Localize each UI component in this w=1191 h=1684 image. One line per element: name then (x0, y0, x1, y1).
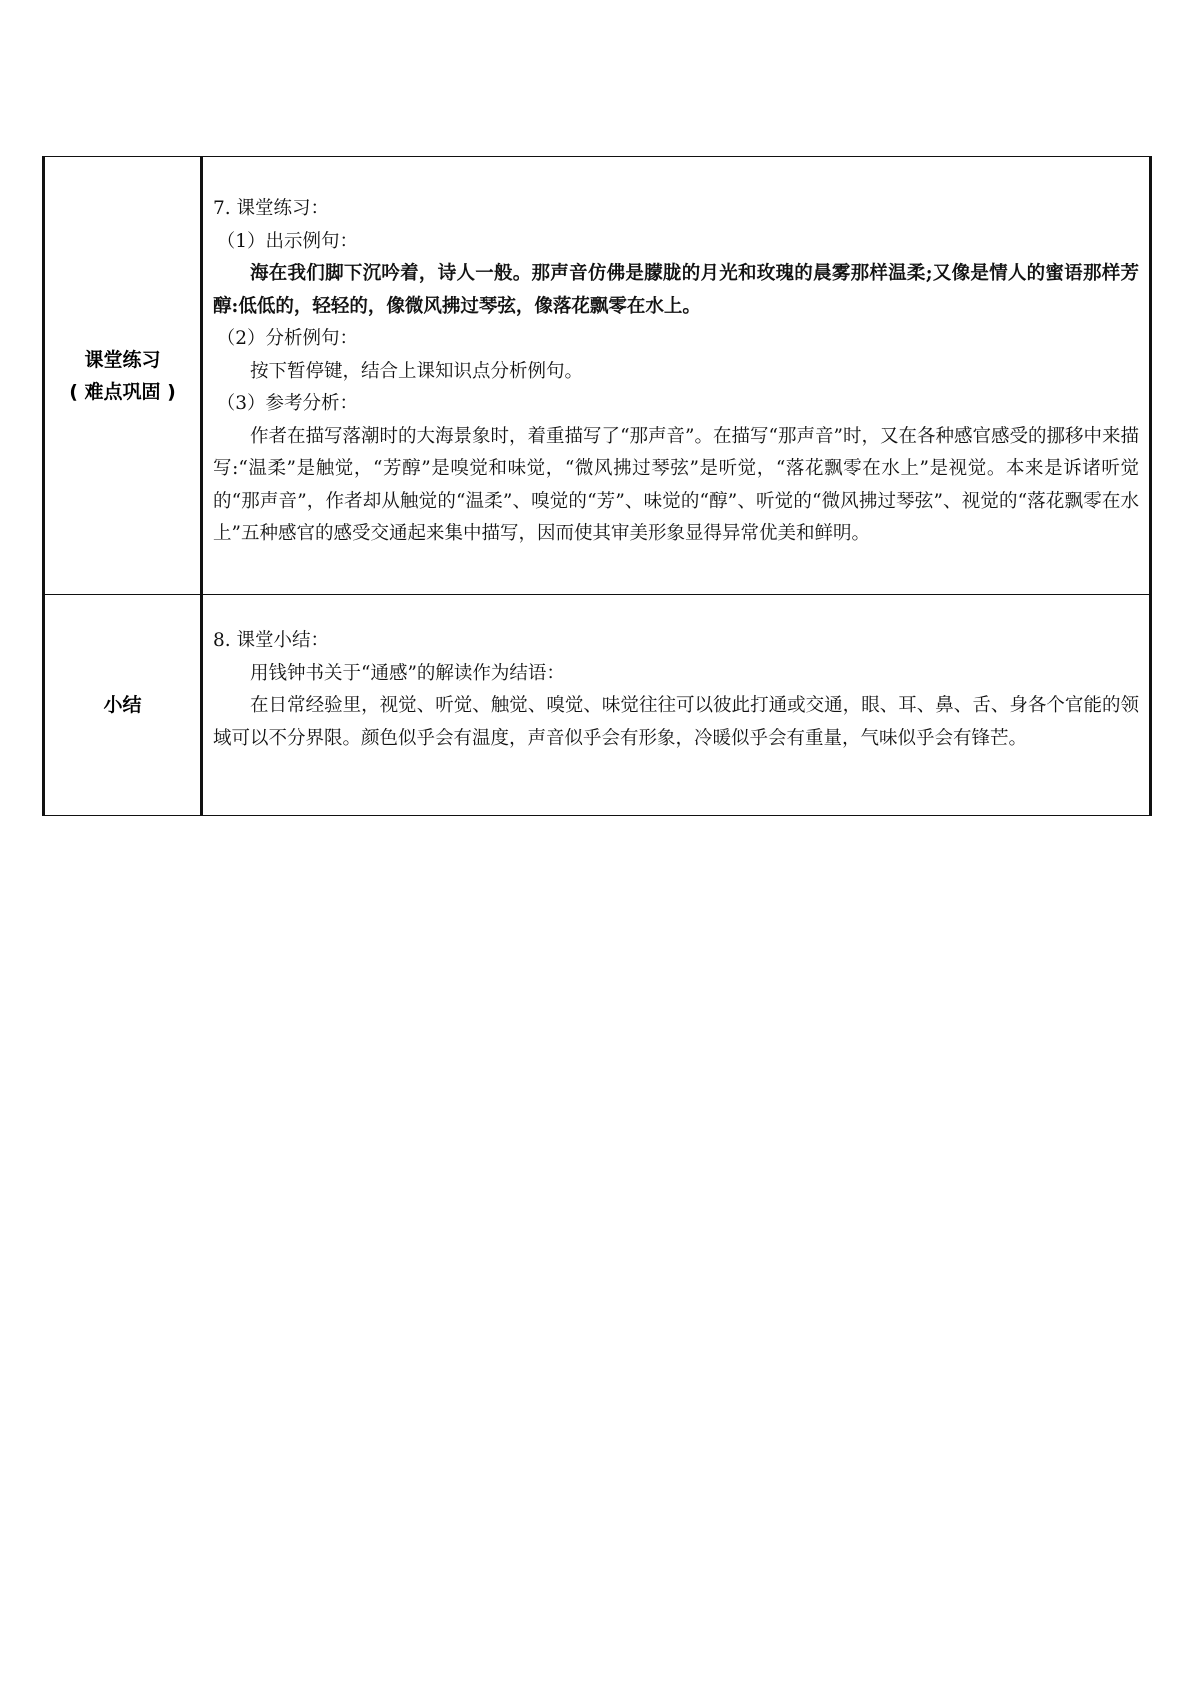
lesson-plan-table (42, 156, 1152, 816)
analysis-text: 作者在描写落潮时的大海景象时，着重描写了“那声音”。在描写“那声音”时，又在各种感官感受的挪移中来描写:“温柔”是触觉，“芳醇”是嗅觉和味觉，“微风拂过琴弦”是听觉，“落花飘零在水上”是视觉。本来是诉诸听觉的“那声音”，作者却从触觉的“温柔”、嗅觉的“芳”、味觉的“醇”、听觉的“微风拂过琴弦”、视觉的“落花飘零在水上”五种感官的感受交通起来集中描写，因而使其审美形象显得异常优美和鲜明。 (213, 425, 1139, 544)
practice-content-cell (202, 157, 1151, 595)
summary-heading: 8. 课堂小结： (213, 630, 330, 651)
table-row-practice (44, 157, 1151, 595)
table-row-summary (44, 595, 1151, 816)
summary-quote: 在日常经验里，视觉、听觉、触觉、嗅觉、味觉往往可以彼此打通或交通，眼、耳、鼻、舌、身各个官能的领域可以不分界限。颜色似乎会有温度，声音似乎会有形象，冷暖似乎会有重量，气味似乎会有锋芒。 (213, 695, 1139, 749)
example-sentence: 海在我们脚下沉吟着，诗人一般。那声音仿佛是朦胧的月光和玫瑰的晨雾那样温柔;又像是情人的蜜语那样芳醇:低低的，轻轻的，像微风拂过琴弦，像落花飘零在水上。 (213, 263, 1139, 317)
step2-text: 按下暂停键，结合上课知识点分析例句。 (250, 360, 584, 382)
summary-label-cell (44, 595, 202, 816)
step2-label: （2）分析例句： (216, 328, 358, 349)
practice-heading: 7. 课堂练习： (213, 198, 330, 219)
summary-content-cell (202, 595, 1151, 816)
summary-intro: 用钱钟书关于“通感”的解读作为结语： (250, 662, 565, 684)
practice-label-subtitle: ( 难点巩固 ) (69, 380, 176, 403)
step1-label: （1）出示例句： (216, 230, 358, 252)
step3-label: （3）参考分析： (216, 393, 358, 414)
practice-content (203, 157, 1149, 551)
summary-label: 小结 (103, 694, 142, 716)
practice-label-cell (44, 157, 202, 595)
summary-content (203, 595, 1149, 755)
practice-label-title: 课堂练习 (84, 348, 161, 371)
